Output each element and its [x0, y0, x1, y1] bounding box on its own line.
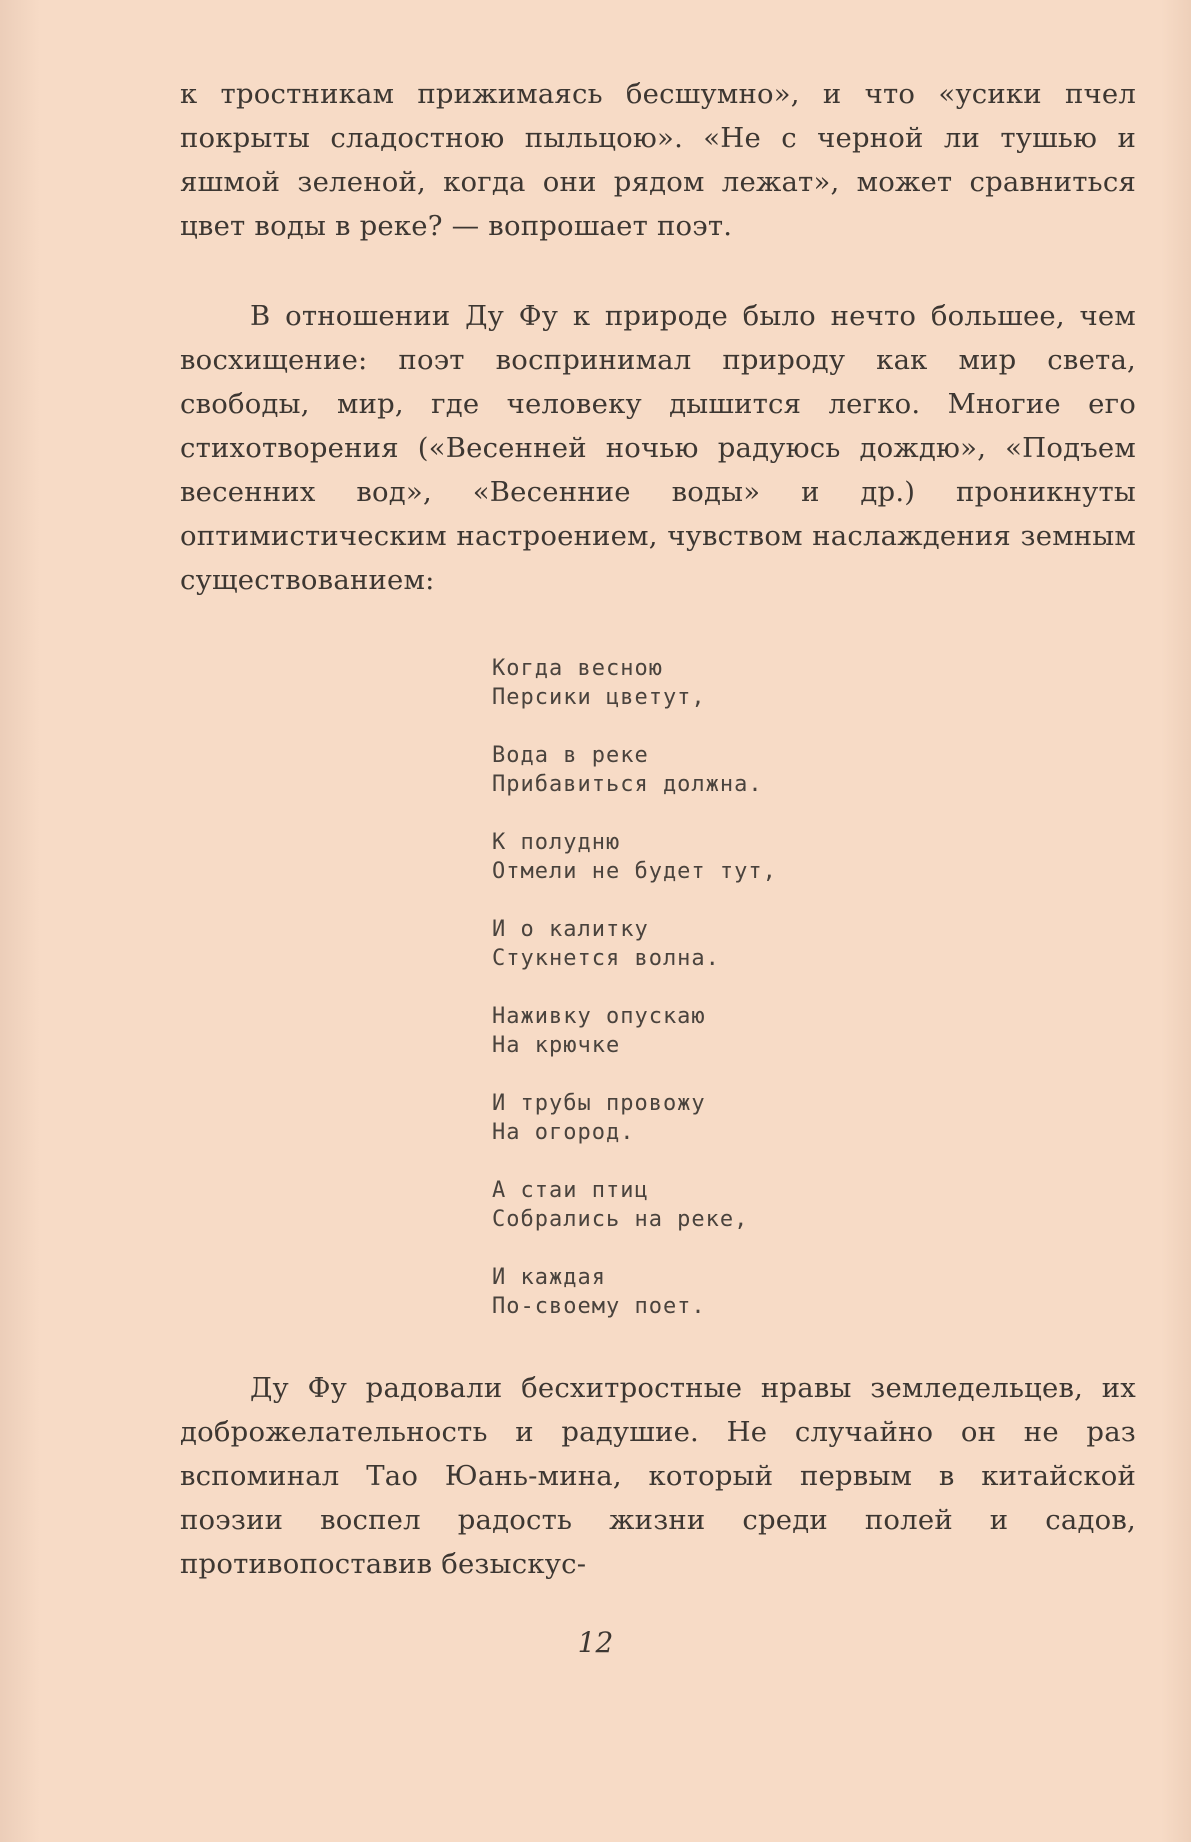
- paragraph-text: В отношении Ду Фу к природе было нечто большее, чем восхищение: поэт воспринимал природу как мир света, свободы, мир, где человеку дышится легко. Многие его стихотворения («Весенней ночью радуюсь дождю», «Подъем весенних вод», «Весенние воды» и др.) проникнуты оптимистическим настроением, чувством наслаждения земным существованием:: [180, 300, 1136, 596]
- poem-stanza: [492, 741, 777, 799]
- paragraph-continued: [180, 72, 1136, 248]
- poem-line: Вода в реке: [492, 743, 649, 768]
- poem-line: Персики цветут,: [492, 685, 706, 710]
- poem-stanza: [492, 1263, 777, 1321]
- poem-line: И каждая: [492, 1265, 606, 1290]
- poem-stanza: [492, 1089, 777, 1147]
- poem-stanza: [492, 654, 777, 712]
- paragraph-text: Ду Фу радовали бесхитростные нравы земледельцев, их доброжелательность и радушие. Не случайно он не раз вспоминал Тао Юань-мина, который первым в китайской поэзии воспел радость жизни среди полей и садов, противопоставив безыскус-: [180, 1372, 1136, 1580]
- paragraph-farmers: [180, 1366, 1136, 1586]
- poem-line: На огород.: [492, 1120, 635, 1145]
- poem-stanza: [492, 1002, 777, 1060]
- paragraph-nature: [180, 294, 1136, 602]
- poem-line: К полудню: [492, 830, 621, 855]
- poem-line: Стукнется волна.: [492, 946, 720, 971]
- poem-line: Собрались на реке,: [492, 1207, 749, 1232]
- poem-line: Когда весною: [492, 656, 663, 681]
- poem-line: Прибавиться должна.: [492, 772, 763, 797]
- poem-line: И о калитку: [492, 917, 649, 942]
- poem-stanza: [492, 1176, 777, 1234]
- poem-block: [492, 654, 777, 1321]
- poem-line: На крючке: [492, 1033, 621, 1058]
- poem-stanza: [492, 828, 777, 886]
- poem-line: Отмели не будет тут,: [492, 859, 777, 884]
- poem-line: И трубы провожу: [492, 1091, 706, 1116]
- poem-line: Наживку опускаю: [492, 1004, 706, 1029]
- page-number: 12: [577, 1626, 614, 1659]
- poem-line: По-своему поет.: [492, 1294, 706, 1319]
- poem-line: А стаи птиц: [492, 1178, 649, 1203]
- poem-stanza: [492, 915, 777, 973]
- paragraph-text: к тростникам прижимаясь бесшумно», и что «усики пчел покрыты сладостною пыльцою». «Не с черной ли тушью и яшмой зеленой, когда они рядом лежат», может сравниться цвет воды в реке? — вопрошает поэт.: [180, 78, 1136, 242]
